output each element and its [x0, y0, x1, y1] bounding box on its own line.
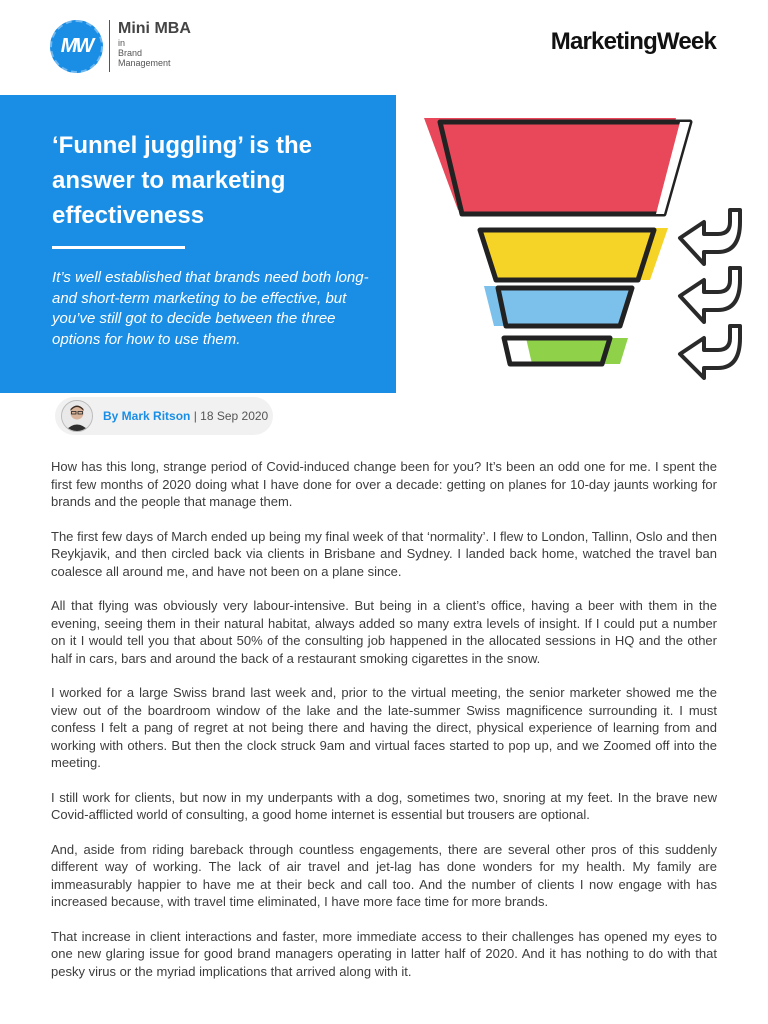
article-standfirst: It’s well established that brands need both long- and short-term marketing to be effective, but you’ve still got to decide between the three options for how to use them. [52, 269, 369, 348]
funnel-layer-bottom-accent [526, 338, 628, 364]
article-body [51, 458, 717, 997]
article-paragraph: I still work for clients, but now in my underpants with a dog, sometimes two, snoring at my feet. In the brave new Covid-afflicted world of consulting, a good home internet is essential but trousers are optional. [51, 789, 717, 822]
funnel-layer-second [480, 230, 654, 280]
mw-logo-mark: MW [50, 20, 103, 73]
logo-sub-in: in [118, 38, 126, 48]
arrow-icon-3 [680, 326, 740, 378]
logo-text [118, 20, 191, 68]
article-paragraph: I worked for a large Swiss brand last week and, prior to the virtual meeting, the senior marketer showed me the view out of the boardroom window of the lake and the late-summer Swiss magnificence surrounding it. I must confess I felt a pang of regret at not being there and having the direct, physical experience of learning from and working with others. But then the clock struck 9am and virtual faces started to pop up, and we Zoomed off into the meeting. [51, 685, 717, 770]
arrow-icon-1 [680, 210, 740, 264]
article-paragraph: All that flying was obviously very labour-intensive. But being in a client’s office, having a beer with them in the evening, seeing them in their natural habitat, always added so many extra levels of insight. If I could put a number on it I would tell you that about 50% of the consulting job happened in the allocated sessions in HQ and the other half in cars, bars and around the back of a restaurant smoking cigarettes in the snow. [51, 598, 717, 666]
article-paragraph: That increase in client interactions and faster, more immediate access to their challenges has opened my eyes to one new glaring issue for good brand managers operating in latter half of 2020. And it has nothing to do with that pesky virus or the myriad implications that arrived along with it. [51, 928, 717, 979]
return-arrows [680, 210, 740, 378]
funnel-layer-third [498, 288, 632, 326]
logo-sub-management: Management [118, 58, 171, 68]
arrow-icon-2 [680, 268, 740, 322]
mini-mba-logo[interactable] [50, 20, 191, 73]
article-paragraph: And, aside from riding bareback through countless engagements, there are several other pros of this suddenly different way of working. The lack of air travel and jet-lag has done wonders for my health. My family are immeasurably happier to have me at their beck and call too. And the number of clients I now engage with has increased because, with travel time eliminated, I have more face time for more brands. [51, 841, 717, 909]
byline-text [103, 409, 268, 423]
byline-separator: | [190, 409, 201, 423]
article-paragraph: The first few days of March ended up being my final week of that ‘normality’. I flew to London, Tallinn, Oslo and then Reykjavik, and then circled back via clients in Brisbane and Sydney. I landed back home, watched the travel ban coalesce all around me, and have not been on a plane since. [51, 528, 717, 579]
byline [55, 397, 273, 435]
author-avatar [61, 400, 93, 432]
marketing-week-logo[interactable]: MarketingWeek [550, 28, 716, 55]
title-rule [52, 246, 185, 249]
article-title: ‘Funnel juggling’ is the answer to marketing effectiveness [52, 132, 312, 229]
funnel-layer-top [440, 122, 690, 214]
publish-date: 18 Sep 2020 [200, 409, 269, 423]
author-photo-icon [62, 401, 92, 431]
author-name-link[interactable]: By Mark Ritson [103, 409, 191, 423]
article-paragraph: How has this long, strange period of Covid-induced change been for you? It’s been an odd one for me. I spent the first few months of 2020 doing what I have done for over a decade: getting on planes for 10-day jaunts working for brands and the people that manage them. [51, 459, 717, 509]
logo-sub-brand: Brand [118, 48, 143, 58]
funnel-illustration [418, 110, 748, 380]
logo-title: Mini MBA [118, 20, 191, 37]
logo-divider [109, 20, 110, 72]
